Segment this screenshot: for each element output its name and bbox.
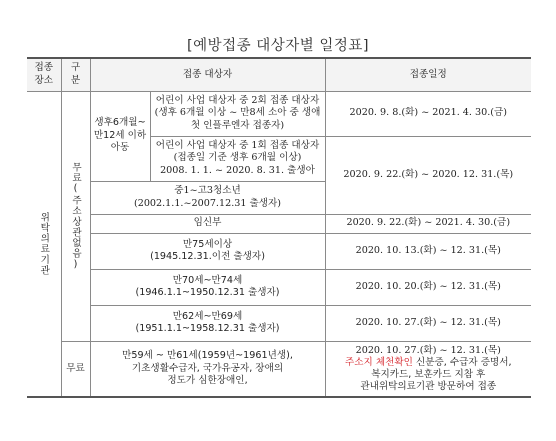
- table-row: [27, 91, 531, 136]
- schedule-cell: 2020. 9. 22.(화) ~ 2020. 12. 31.(목): [325, 136, 531, 214]
- address-check-note: 주소지 체천확인: [344, 356, 413, 368]
- free-category-cell: [61, 341, 90, 397]
- header-target: 접종 대상자: [90, 58, 325, 91]
- header-category: 구 분: [61, 58, 90, 91]
- target-cell: 만62세~만69세 (1951.1.1~1958.12.31 출생자): [90, 305, 325, 341]
- schedule-cell: 2020. 9. 8.(화) ~ 2021. 4. 30.(금): [325, 91, 531, 136]
- table-row: [27, 233, 531, 269]
- page-title: [예방접종 대상자별 일정표]: [186, 38, 370, 54]
- table-row: [27, 305, 531, 341]
- schedule-cell: 2020. 10. 13.(화) ~ 12. 31.(목): [325, 233, 531, 269]
- header-schedule: 접종일정: [325, 58, 531, 91]
- schedule-cell: 2020. 10. 27.(화) ~ 12. 31.(목) 주소지 체천확인 신분증, 수급자 증명서, 복지카드, 보훈카드 지참 후 관내위탁의료기관 방문하여 접종: [325, 341, 531, 397]
- target-cell: 중1~고3청소년 (2002.1.1.~2007.12.31 출생자): [90, 181, 325, 214]
- target-cell: 만75세이상 (1945.12.31.이전 출생자): [90, 233, 325, 269]
- target-cell: 만59세 ~ 만61세(1959년~1961년생), 기초생활수급자, 국가유공자, 장애의 정도가 심한장애인,: [90, 341, 325, 397]
- header-row: [27, 58, 531, 91]
- place-label: 위탁의료기관: [38, 211, 50, 276]
- target-cell: 임신부: [90, 214, 325, 233]
- target-cell: 만70세~만74세 (1946.1.1~1950.12.31 출생자): [90, 269, 325, 305]
- table-row: [27, 269, 531, 305]
- table-row: [27, 214, 531, 233]
- schedule-cell: 2020. 10. 20.(화) ~ 12. 31.(목): [325, 269, 531, 305]
- free-short-label: 무료: [66, 362, 85, 374]
- header-place: 접종 장소: [27, 58, 61, 91]
- schedule-cell: 2020. 9. 22.(화) ~ 2021. 4. 30.(금): [325, 214, 531, 233]
- target-cell: 어린이 사업 대상자 중 1회 접종 대상자 (접종일 기준 생후 6개월 이상) 2008. 1. 1. ~ 2020. 8. 31. 출생아: [150, 136, 325, 181]
- target-cell: 어린이 사업 대상자 중 2회 접종 대상자 (생후 6개월 이상 ~ 만8세 소아 중 생애 첫 인플루엔자 접종자): [150, 91, 325, 136]
- free-category-cell: [61, 91, 90, 341]
- free-label: 무료(주소상관없음): [70, 161, 81, 271]
- table-row: [27, 341, 531, 397]
- child-group-cell: 생후6개월~ 만12세 이하 아동: [90, 91, 150, 181]
- schedule-cell: 2020. 10. 27.(화) ~ 12. 31.(목): [325, 305, 531, 341]
- place-cell: [27, 91, 61, 397]
- vaccination-schedule-table: [27, 57, 531, 398]
